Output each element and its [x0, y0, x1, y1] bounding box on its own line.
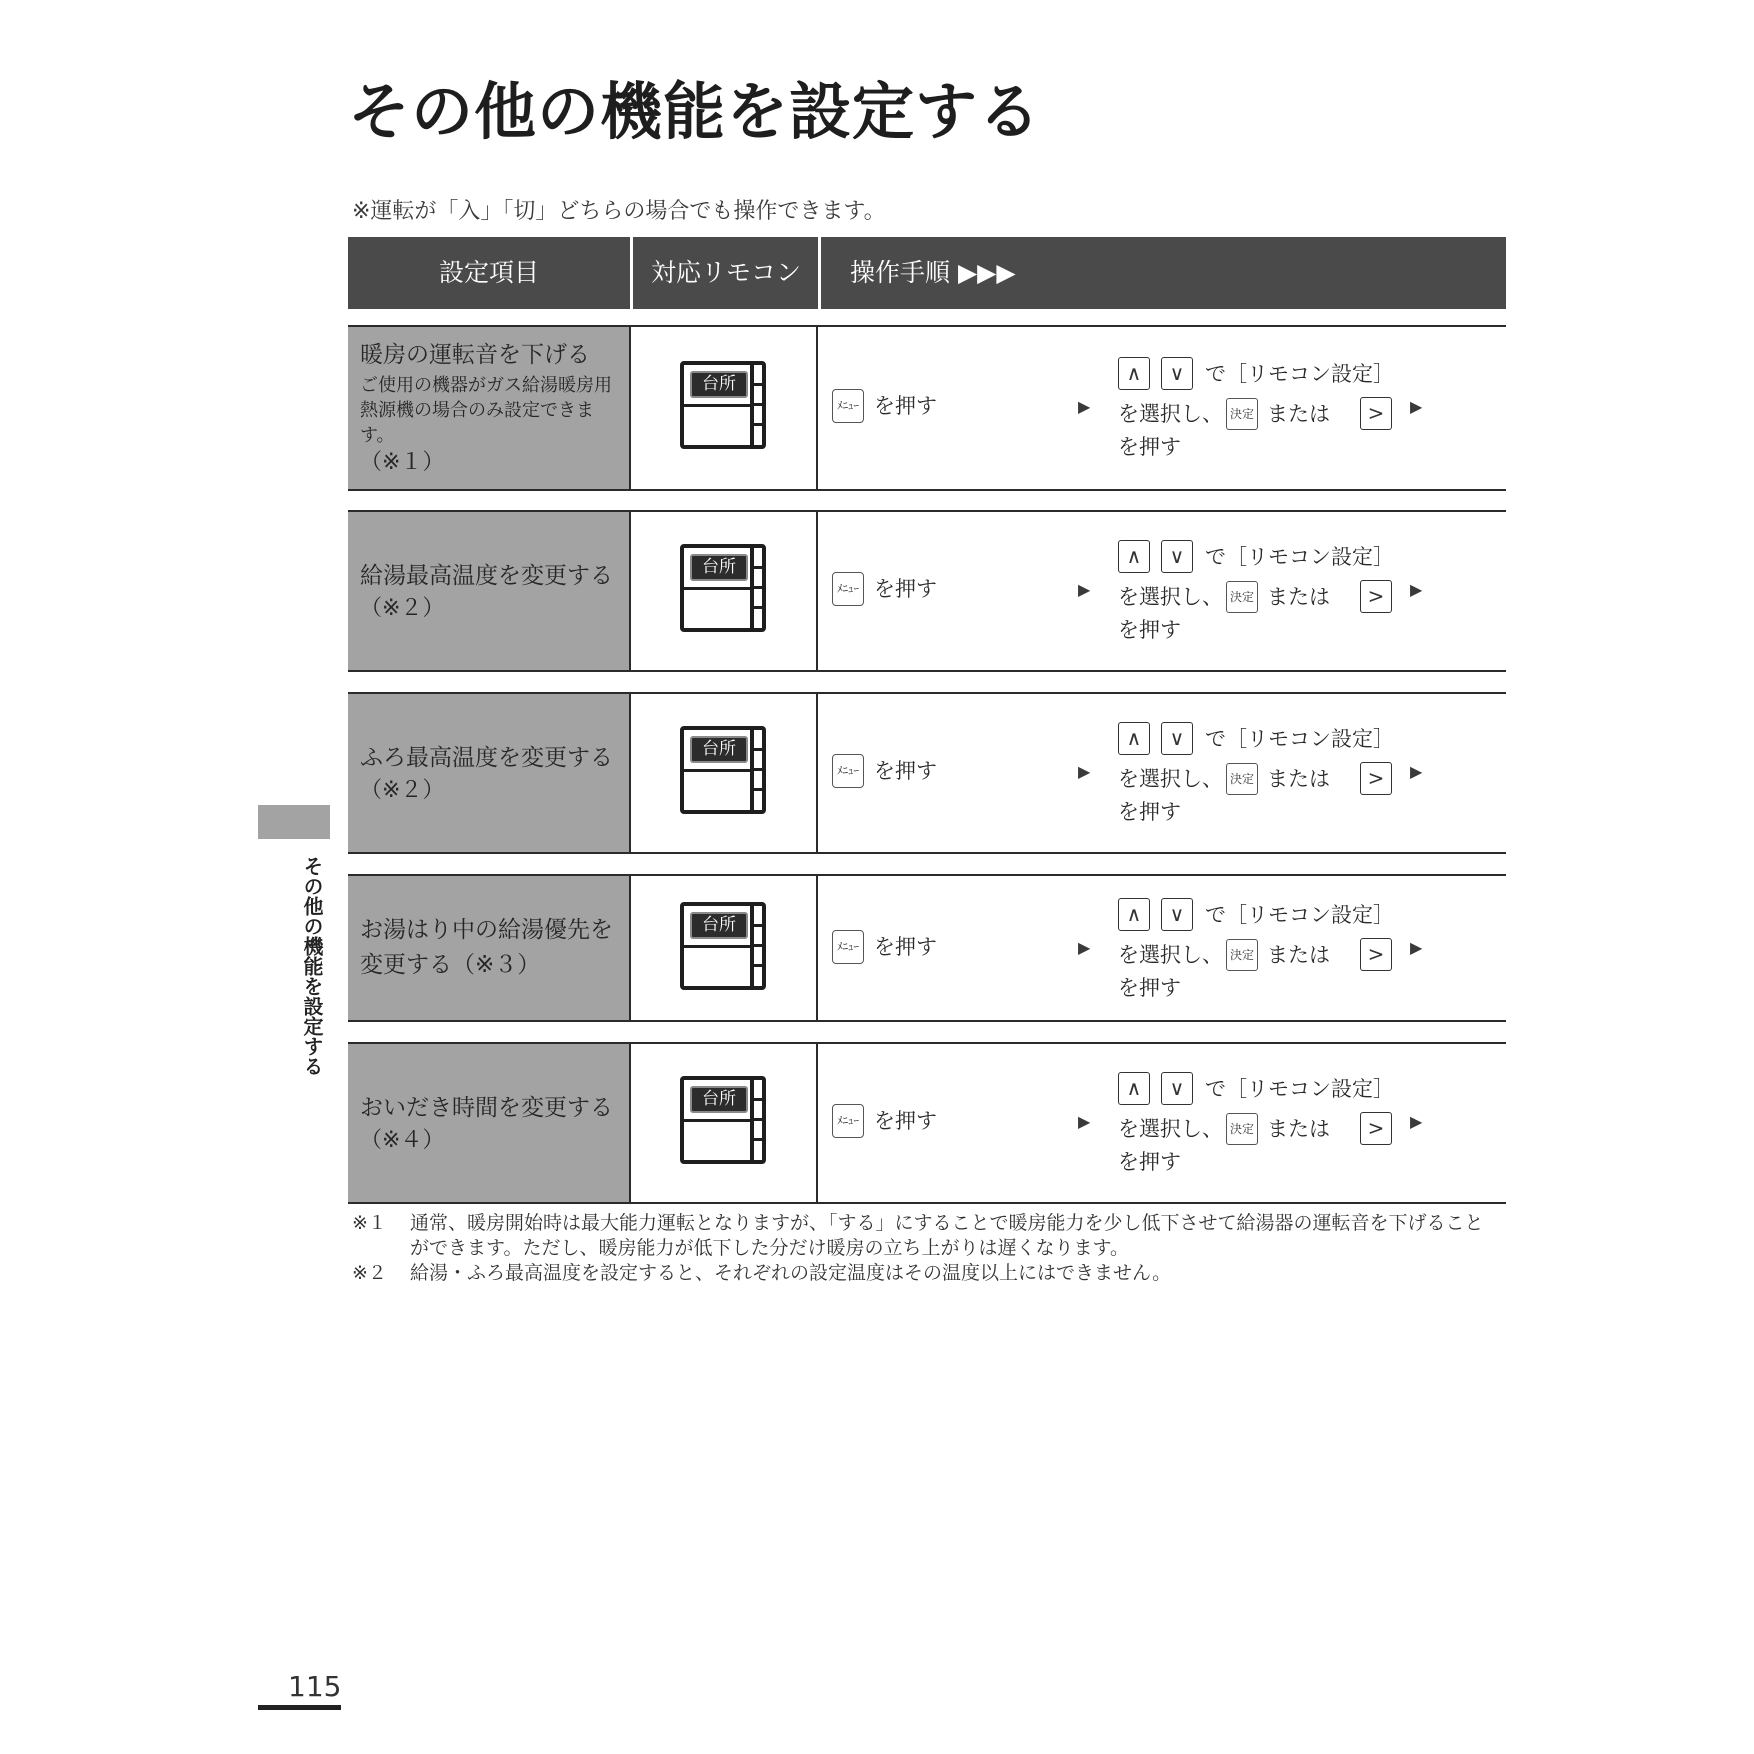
step-or-text: または: [1267, 1117, 1330, 1141]
up-button-icon: ∧: [1118, 540, 1150, 573]
step-with-text: で［リモコン設定］: [1205, 362, 1394, 386]
step-or-text: または: [1267, 943, 1330, 967]
arrow-right-icon: ▶: [1078, 1112, 1091, 1131]
footnote: [352, 1211, 1500, 1261]
up-button-icon: ∧: [1118, 357, 1150, 390]
footnote: [352, 1261, 1500, 1286]
ok-key-icon: 決定: [1226, 1113, 1258, 1145]
down-button-icon: ∨: [1161, 540, 1193, 573]
step-with-text: で［リモコン設定］: [1205, 903, 1394, 927]
kitchen-remote-icon: [680, 361, 766, 449]
procedure-cell: [820, 512, 1506, 670]
remote-cell: [631, 512, 818, 670]
setting-item: [348, 876, 631, 1020]
side-tab-label: その他の機能を設定する: [300, 856, 324, 1076]
setting-note-ref: （※２）: [360, 777, 445, 803]
operation-note: ※運転が「入」「切」どちらの場合でも操作できます。: [352, 199, 886, 224]
setting-note-ref: （※４）: [360, 1127, 445, 1153]
step-select-text: を選択し、: [1118, 402, 1223, 426]
remote-cell: [631, 327, 818, 489]
footnote-mark: ※１: [352, 1212, 387, 1234]
step-select-text: を選択し、: [1118, 585, 1223, 609]
setting-note-ref: （※２）: [360, 595, 445, 621]
remote-label: 台所: [690, 554, 748, 581]
setting-item: [348, 512, 631, 670]
page-title: その他の機能を設定する: [348, 75, 1042, 148]
menu-key-icon: ﾒﾆｭｰ: [832, 754, 864, 788]
arrow-right-icon: ▶: [1410, 397, 1423, 416]
down-button-icon: ∨: [1161, 357, 1193, 390]
kitchen-remote-icon: [680, 544, 766, 632]
remote-cell: [631, 694, 818, 852]
footnote-mark: ※２: [352, 1262, 387, 1284]
header-remote: 対応リモコン: [650, 258, 801, 287]
step-or-text: または: [1267, 767, 1330, 791]
table-row: [348, 325, 1506, 491]
step-press-text: を押す: [1118, 435, 1181, 459]
setting-title: 給湯最高温度を変更する: [360, 562, 613, 589]
header-procedure: 操作手順 ▶▶▶: [850, 258, 1016, 287]
step-press-text: を押す: [874, 577, 937, 601]
step-press-text: を押す: [874, 1109, 937, 1133]
step-or-text: または: [1267, 585, 1330, 609]
arrow-right-icon: ▶: [1410, 1112, 1423, 1131]
procedure-cell: [820, 327, 1506, 489]
arrow-right-icon: ▶: [1078, 397, 1091, 416]
header-divider: [818, 237, 821, 309]
step-with-text: で［リモコン設定］: [1205, 545, 1394, 569]
down-button-icon: ∨: [1161, 1072, 1193, 1105]
right-button-icon: >: [1360, 1112, 1392, 1145]
right-button-icon: >: [1360, 762, 1392, 795]
arrow-right-icon: ▶: [1078, 938, 1091, 957]
right-button-icon: >: [1360, 938, 1392, 971]
header-divider: [630, 237, 633, 309]
setting-title: 暖房の運転音を下げる: [360, 342, 590, 368]
right-button-icon: >: [1360, 397, 1392, 430]
ok-key-icon: 決定: [1226, 939, 1258, 971]
kitchen-remote-icon: [680, 902, 766, 990]
menu-key-icon: ﾒﾆｭｰ: [832, 389, 864, 423]
step-press-text: を押す: [874, 759, 937, 783]
setting-title: ふろ最高温度を変更する: [360, 744, 613, 771]
procedure-cell: [820, 694, 1506, 852]
setting-item: [348, 1044, 631, 1202]
right-button-icon: >: [1360, 580, 1392, 613]
arrow-right-icon: ▶: [1078, 580, 1091, 599]
step-press-text: を押す: [874, 394, 937, 418]
table-row: [348, 692, 1506, 854]
table-row: [348, 510, 1506, 672]
table-header: [348, 237, 1506, 309]
step-select-text: を選択し、: [1118, 767, 1223, 791]
remote-label: 台所: [690, 736, 748, 763]
step-press-text: を押す: [1118, 976, 1181, 1000]
remote-cell: [631, 1044, 818, 1202]
footnote-text: 通常、暖房開始時は最大能力運転となりますが、「する」にすることで暖房能力を少し低下させて給湯器の運転音を下げることができます。ただし、暖房能力が低下した分だけ暖房の立ち上がりは遅くなります。: [410, 1212, 1484, 1259]
setting-title: お湯はり中の給湯優先を変更する（※３）: [360, 917, 613, 978]
page-number: 115: [288, 1670, 342, 1703]
setting-description: ご使用の機器がガス給湯暖房用熱源機の場合のみ設定できます。: [360, 375, 612, 446]
menu-key-icon: ﾒﾆｭｰ: [832, 1104, 864, 1138]
ok-key-icon: 決定: [1226, 581, 1258, 613]
remote-label: 台所: [690, 371, 748, 398]
up-button-icon: ∧: [1118, 898, 1150, 931]
procedure-cell: [820, 1044, 1506, 1202]
remote-cell: [631, 876, 818, 1020]
procedure-cell: [820, 876, 1506, 1020]
remote-label: 台所: [690, 1086, 748, 1113]
arrow-right-icon: ▶: [1078, 762, 1091, 781]
setting-note-ref: （※１）: [360, 450, 445, 475]
kitchen-remote-icon: [680, 1076, 766, 1164]
arrow-right-icon: ▶: [1410, 938, 1423, 957]
setting-item: [348, 327, 631, 489]
step-with-text: で［リモコン設定］: [1205, 1077, 1394, 1101]
remote-label: 台所: [690, 912, 748, 939]
menu-key-icon: ﾒﾆｭｰ: [832, 930, 864, 964]
step-press-text: を押す: [1118, 618, 1181, 642]
step-with-text: で［リモコン設定］: [1205, 727, 1394, 751]
page-number-underline: [258, 1705, 341, 1710]
menu-key-icon: ﾒﾆｭｰ: [832, 572, 864, 606]
step-select-text: を選択し、: [1118, 943, 1223, 967]
kitchen-remote-icon: [680, 726, 766, 814]
up-button-icon: ∧: [1118, 1072, 1150, 1105]
step-press-text: を押す: [1118, 800, 1181, 824]
arrow-right-icon: ▶: [1410, 580, 1423, 599]
step-or-text: または: [1267, 402, 1330, 426]
table-row: [348, 1042, 1506, 1204]
footnote-text: 給湯・ふろ最高温度を設定すると、それぞれの設定温度はその温度以上にはできません。: [410, 1262, 1172, 1284]
ok-key-icon: 決定: [1226, 763, 1258, 795]
table-row: [348, 874, 1506, 1022]
side-tab-marker: [258, 805, 330, 839]
down-button-icon: ∨: [1161, 722, 1193, 755]
setting-item: [348, 694, 631, 852]
step-press-text: を押す: [1118, 1150, 1181, 1174]
up-button-icon: ∧: [1118, 722, 1150, 755]
setting-title: おいだき時間を変更する: [360, 1094, 613, 1121]
header-setting-item: 設定項目: [438, 258, 539, 287]
down-button-icon: ∨: [1161, 898, 1193, 931]
arrow-right-icon: ▶: [1410, 762, 1423, 781]
step-press-text: を押す: [874, 935, 937, 959]
footnotes: [352, 1211, 1500, 1286]
ok-key-icon: 決定: [1226, 398, 1258, 430]
step-select-text: を選択し、: [1118, 1117, 1223, 1141]
